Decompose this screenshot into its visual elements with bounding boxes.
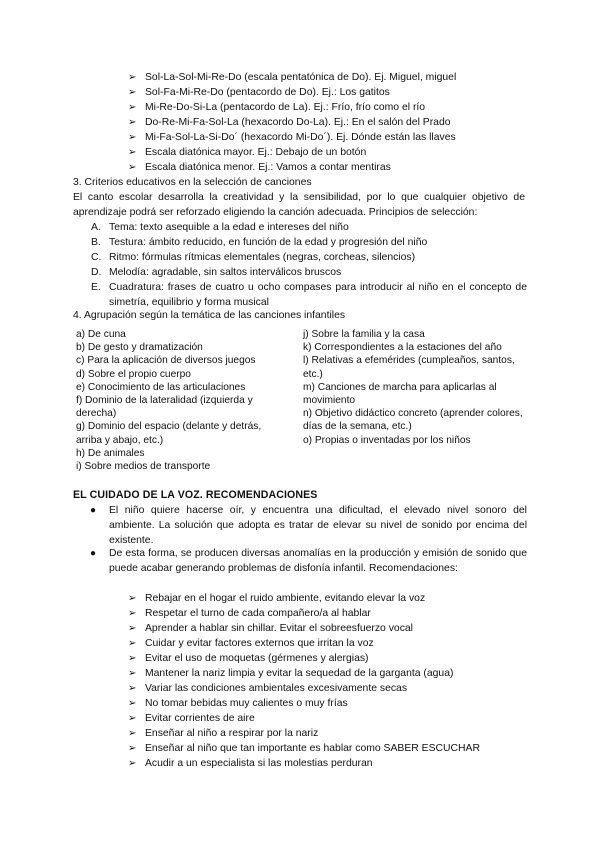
list-item: Enseñar al niño que tan importante es hablar como SABER ESCUCHAR xyxy=(145,743,480,754)
list-item: Escala diatónica menor. Ej.: Vamos a contar mentiras xyxy=(145,162,391,173)
list-item: Evitar el uso de moquetas (gérmenes y alergias) xyxy=(145,653,369,664)
arrow-bullet-icon: ➢ xyxy=(128,638,137,649)
arrow-bullet-icon: ➢ xyxy=(128,72,137,83)
arrow-bullet-icon: ➢ xyxy=(128,87,137,98)
list-item: e) Conocimiento de las articulaciones xyxy=(76,381,246,393)
list-item: n) Objetivo didáctico concreto (aprender colores, días de la semana, etc.) xyxy=(303,408,523,433)
list-item: Mantener la nariz limpia y evitar la sequedad de la garganta (agua) xyxy=(145,668,454,679)
list-item: Rebajar en el hogar el ruido ambiente, evitando elevar la voz xyxy=(145,593,426,604)
arrow-bullet-icon: ➢ xyxy=(128,102,137,113)
arrow-bullet-icon: ➢ xyxy=(128,683,137,694)
categories-right-column xyxy=(303,328,525,447)
list-item: b) De gesto y dramatización xyxy=(76,342,203,354)
bullet-paragraph: El niño quiere hacerse oír, y encuentra una dificultad, el elevado nivel sonoro del ambiente. La solución que adopta es tratar de elevar su nivel de sonido por encima del existente. xyxy=(109,505,527,546)
list-item: Melodía: agradable, sin saltos interválicos bruscos xyxy=(109,267,342,278)
arrow-bullet-icon: ➢ xyxy=(128,117,137,128)
list-item: d) Sobre el propio cuerpo xyxy=(76,368,191,380)
list-item: Aprender a hablar sin chillar. Evitar el sobreesfuerzo vocal xyxy=(145,623,413,634)
list-item: No tomar bebidas muy calientes o muy frías xyxy=(145,698,348,709)
bullet-paragraph: De esta forma, se producen diversas anomalías en la producción y emisión de sonido que puede acabar generando problemas de disfonía infantil. Recomendaciones: xyxy=(109,548,527,574)
list-item: m) Canciones de marcha para aplicarlas al movimiento xyxy=(303,381,497,407)
arrow-bullet-icon: ➢ xyxy=(128,668,137,679)
list-marker: D. xyxy=(91,267,102,278)
list-item: Tema: texto asequible a la edad e intereses del niño xyxy=(109,222,349,233)
arrow-bullet-icon: ➢ xyxy=(128,713,137,724)
arrow-bullet-icon: ➢ xyxy=(128,623,137,634)
list-item: Variar las condiciones ambientales excesivamente secas xyxy=(145,683,408,694)
arrow-bullet-icon: ➢ xyxy=(128,758,137,769)
arrow-bullet-icon: ➢ xyxy=(128,593,137,604)
list-item: c) Para la aplicación de diversos juegos xyxy=(76,355,256,367)
section-heading: EL CUIDADO DE LA VOZ. RECOMENDACIONES xyxy=(73,489,318,501)
arrow-bullet-icon: ➢ xyxy=(128,162,137,173)
list-item: Mi-Fa-Sol-La-Si-Do´ (hexacordo Mi-Do´). Ej. Dónde están las llaves xyxy=(145,132,456,143)
list-item: Mi-Re-Do-Si-La (pentacordo de La). Ej.: Frío, frío como el río xyxy=(145,102,426,113)
arrow-bullet-icon: ➢ xyxy=(128,743,137,754)
list-item: Evitar corrientes de aire xyxy=(145,713,255,724)
list-item: Ritmo: fórmulas rítmicas elementales (negras, corcheas, silencios) xyxy=(109,252,416,263)
list-item: l) Relativas a efemérides (cumpleaños, santos, etc.) xyxy=(303,355,515,380)
arrow-bullet-icon: ➢ xyxy=(128,132,137,143)
list-item: a) De cuna xyxy=(76,329,126,340)
categories-left-column xyxy=(76,328,282,473)
list-marker: E. xyxy=(91,282,101,293)
list-item: i) Sobre medios de transporte xyxy=(76,461,211,473)
arrow-bullet-icon: ➢ xyxy=(128,653,137,664)
list-item: h) De animales xyxy=(76,447,145,459)
section-title: 3. Criterios educativos en la selección de canciones xyxy=(73,177,312,188)
list-item: Enseñar al niño a respirar por la nariz xyxy=(145,728,319,739)
list-item: Cuadratura: frases de cuatro u ocho compases para introducir al niño en el concepto de simetría, equilibrio y forma musical xyxy=(109,282,527,308)
list-item: Respetar el turno de cada compañero/a al hablar xyxy=(145,608,371,619)
list-item: Escala diatónica mayor. Ej.: Debajo de un botón xyxy=(145,147,367,158)
list-item: Cuidar y evitar factores externos que irritan la voz xyxy=(145,638,374,649)
list-item: k) Correspondientes a la estaciones del año xyxy=(303,342,502,354)
arrow-bullet-icon: ➢ xyxy=(128,608,137,619)
section-title: 4. Agrupación según la temática de las canciones infantiles xyxy=(73,310,346,321)
list-marker: B. xyxy=(91,237,101,248)
list-item: f) Dominio de la lateralidad (izquierda y derecha) xyxy=(76,395,253,420)
list-item: Do-Re-Mi-Fa-Sol-La (hexacordo Do-La). Ej.: En el salón del Prado xyxy=(145,117,451,128)
dot-bullet-icon: ● xyxy=(90,548,97,559)
list-item: g) Dominio del espacio (delante y detrás, arriba y abajo, etc.) xyxy=(76,421,262,446)
arrow-bullet-icon: ➢ xyxy=(128,728,137,739)
list-marker: A. xyxy=(91,222,101,233)
list-item: Sol-La-Sol-Mi-Re-Do (escala pentatónica de Do). Ej. Miguel, miguel xyxy=(145,72,457,83)
list-item: Sol-Fa-Mi-Re-Do (pentacordo de Do). Ej.: Los gatitos xyxy=(145,87,390,98)
list-item: Testura: ámbito reducido, en función de la edad y progresión del niño xyxy=(109,237,428,248)
dot-bullet-icon: ● xyxy=(90,505,97,516)
section-paragraph: El canto escolar desarrolla la creatividad y la sensibilidad, por lo que cualquier objetivo de aprendizaje podrá ser reforzado eligiendo la canción adecuada. Principios de selección: xyxy=(73,192,525,218)
list-item: j) Sobre la familia y la casa xyxy=(303,329,425,340)
arrow-bullet-icon: ➢ xyxy=(128,147,137,158)
list-marker: C. xyxy=(91,252,102,263)
list-item: Acudir a un especialista si las molestias perduran xyxy=(145,758,373,769)
arrow-bullet-icon: ➢ xyxy=(128,698,137,709)
list-item: o) Propias o inventadas por los niños xyxy=(303,434,471,446)
